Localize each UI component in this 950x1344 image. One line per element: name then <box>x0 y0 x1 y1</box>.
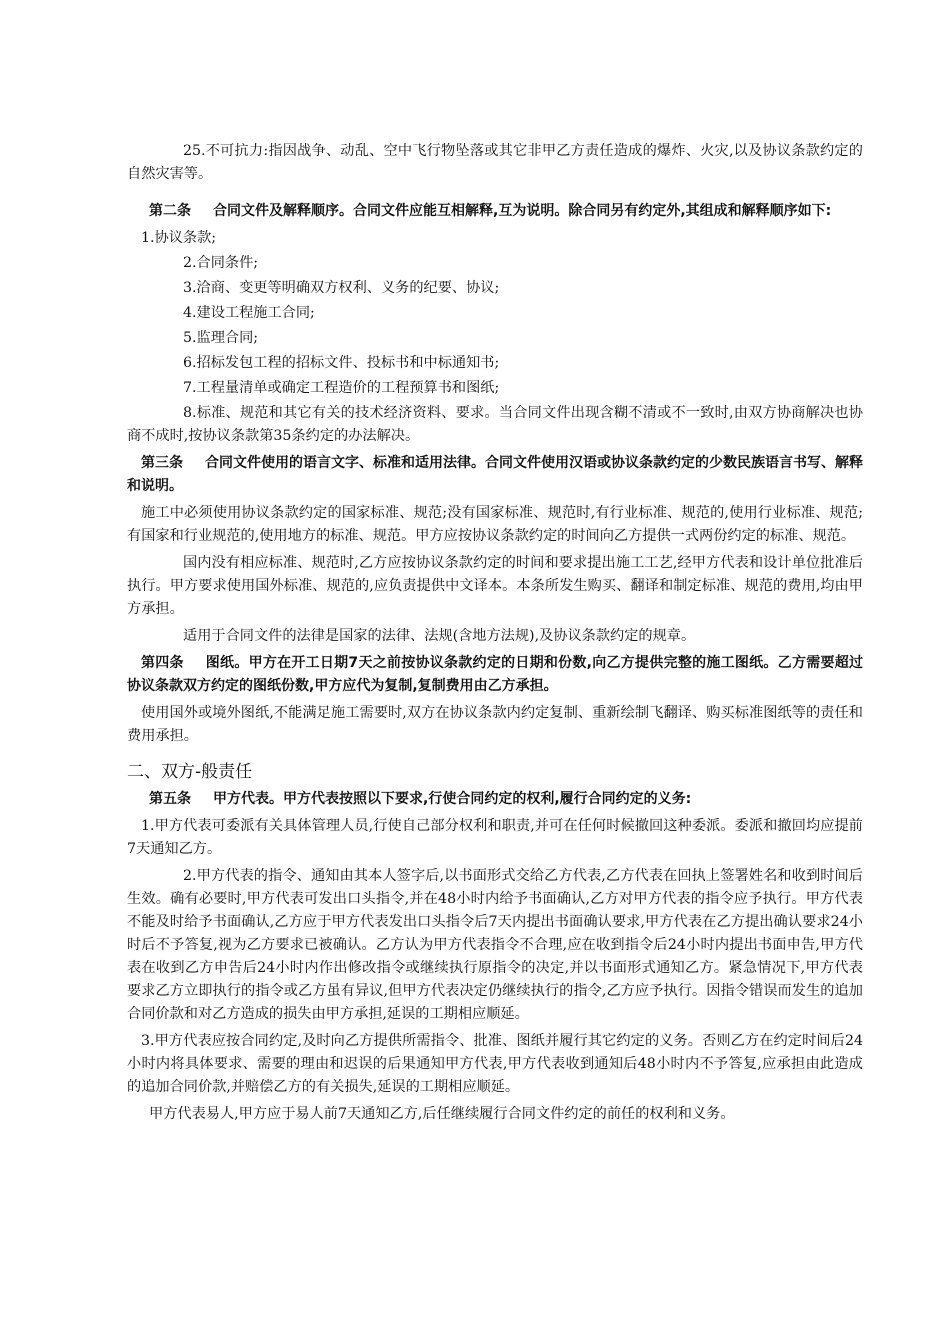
paragraph-force-majeure: 25.不可抗力:指因战争、动乱、空中飞行物坠落或其它非甲乙方责任造成的爆炸、火灾,以及协议条款约定的自然灾害等。 <box>127 143 863 182</box>
list-item: 1.协议条款; <box>141 230 217 246</box>
article-3-label: 第三条 <box>141 455 183 471</box>
article-5-label: 第五条 <box>149 791 191 807</box>
list-item: 4.建设工程施工合同; <box>183 305 315 321</box>
article-2-heading <box>127 200 863 223</box>
document-page <box>127 140 863 1130</box>
paragraph-applicable-law: 适用于合同文件的法律是国家的法律、法规(含地方法规),及协议条款约定的规章。 <box>183 628 696 644</box>
paragraph-delegation: 1.甲方代表可委派有关具体管理人员,行使自己部分权利和职责,并可在任何时候撤回这种委派。委派和撤回均应提前7天通知乙方。 <box>127 818 863 857</box>
list-item: 6.招标发包工程的招标文件、投标书和中标通知书; <box>183 355 500 371</box>
list-item: 5.监理合同; <box>183 330 259 346</box>
article-4-label: 第四条 <box>141 655 184 671</box>
paragraph-obligations: 3.甲方代表应按合同约定,及时向乙方提供所需指令、批准、图纸并履行其它约定的义务。否则乙方在约定时间后24小时内将具体要求、需要的理由和迟误的后果通知甲方代表,甲方代表收到通知后48小时内不予答复,应承担由此造成的追加合同价款,并赔偿乙方的有关损失,延误的工期相应顺延。 <box>127 1033 863 1095</box>
article-5-text: 甲方代表。甲方代表按照以下要求,行使合同约定的权利,履行合同约定的义务: <box>213 791 692 807</box>
article-2-text: 合同文件及解释顺序。合同文件应能互相解释,互为说明。除合同另有约定外,其组成和解释顺序如下: <box>213 203 832 219</box>
list-item: 2.合同条件; <box>183 255 259 271</box>
article-2-label: 第二条 <box>149 203 191 219</box>
paragraph-foreign-standards: 国内没有相应标准、规范时,乙方应按协议条款约定的时间和要求提出施工工艺,经甲方代表和设计单位批准后执行。甲方要求使用国外标准、规范的,应负责提供中文译本。本条所发生购买、翻译和制定标准、规范的费用,均由甲方承担。 <box>127 555 863 617</box>
article-3-text: 合同文件使用的语言文字、标准和适用法律。合同文件使用汉语或协议条款约定的少数民族语言书写、解释和说明。 <box>127 455 863 494</box>
article-3-heading <box>127 452 863 498</box>
paragraph-foreign-drawings: 使用国外或境外图纸,不能满足施工需要时,双方在协议条款内约定复制、重新绘制飞翻译、购买标准图纸等的责任和费用承担。 <box>127 705 863 744</box>
list-item: 3.洽商、变更等明确双方权利、义务的纪要、协议; <box>183 280 500 296</box>
paragraph-replacement: 甲方代表易人,甲方应于易人前7天通知乙方,后任继续履行合同文件约定的前任的权利和义务。 <box>149 1106 735 1122</box>
paragraph-instructions: 2.甲方代表的指令、通知由其本人签字后,以书面形式交给乙方代表,乙方代表在回执上签署姓名和收到时间后生效。确有必要时,甲方代表可发出口头指令,并在48小时内给予书面确认,乙方对甲方代表的指令应予执行。甲方代表不能及时给予书面确认,乙方应于甲方代表发出口头指令后7天内提出书面确认要求,甲方代表在乙方提出确认要求24小时后不予答复,视为乙方要求已被确认。乙方认为甲方代表指令不合理,应在收到指令后24小时内提出书面申告,甲方代表在收到乙方申告后24小时内作出修改指令或继续执行原指令的决定,并以书面形式通知乙方。紧急情况下,甲方代表要求乙方立即执行的指令或乙方虽有异议,但甲方代表决定仍继续执行的指令,乙方应予执行。因指令错误而发生的追加合同价款和对乙方造成的损失由甲方承担,延误的工期相应顺延。 <box>127 868 863 1022</box>
section-heading: 二、双方-般责任 <box>127 762 253 782</box>
list-item: 8.标准、规范和其它有关的技术经济资料、要求。当合同文件出现含糊不清或不一致时,由双方协商解决也协商不成时,按协议条款第35条约定的办法解决。 <box>127 405 863 444</box>
article-5-heading <box>127 788 863 811</box>
paragraph-standards: 施工中必须使用协议条款约定的国家标准、规范;没有国家标准、规范时,有行业标准、规范的,使用行业标准、规范;有国家和行业规范的,使用地方的标准、规范。甲方应按协议条款约定的时间向乙方提供一式两份约定的标准、规范。 <box>127 505 863 544</box>
article-4-heading <box>127 652 863 698</box>
article-4-text: 图纸。甲方在开工日期7天之前按协议条款约定的日期和份数,向乙方提供完整的施工图纸。乙方需要超过协议条款双方约定的图纸份数,甲方应代为复制,复制费用由乙方承担。 <box>127 655 863 694</box>
list-item: 7.工程量清单或确定工程造价的工程预算书和图纸; <box>183 380 500 396</box>
